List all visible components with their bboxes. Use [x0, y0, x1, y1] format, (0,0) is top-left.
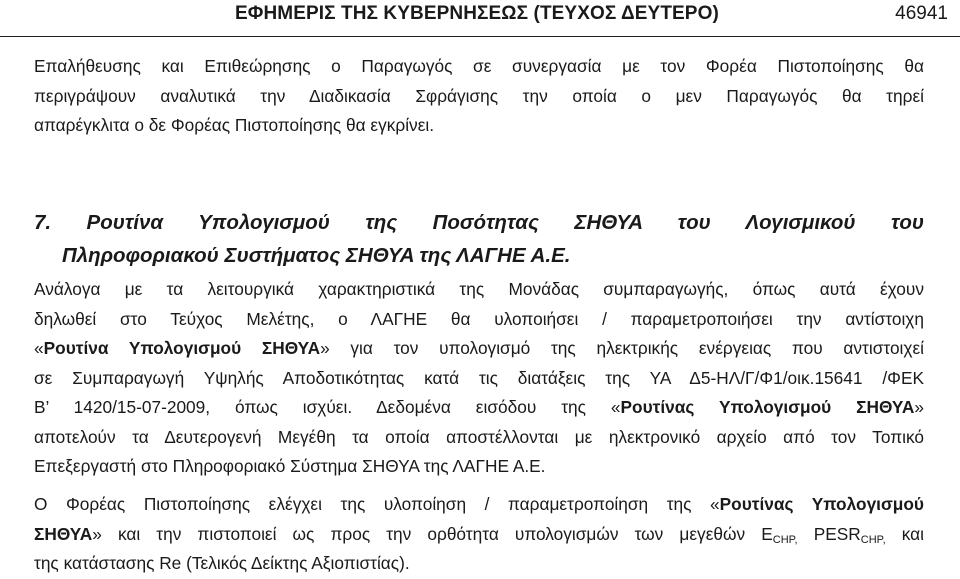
text-line: αποτελούν τα Δευτερογενή Μεγέθη τα οποία αποστέλλονται με ηλεκτρονικό αρχείο από τον Τοπικό: [34, 426, 924, 447]
text-line: σε Συμπαραγωγή Υψηλής Αποδοτικότητας κατά τις διατάξεις της ΥΑ Δ5-ΗΛ/Γ/Φ1/οικ.15641 /ΦΕΚ: [34, 367, 924, 388]
page-header: [0, 0, 960, 37]
subscript: CHP,: [772, 533, 798, 546]
heading-line: Πληροφοριακού Συστήματος ΣΗΘΥΑ της ΛΑΓΗΕ Α.Ε.: [62, 244, 571, 267]
text-line: της κατάστασης Re (Τελικός Δείκτης Αξιοπιστίας).: [34, 553, 410, 573]
text-line: Ανάλογα με τα λειτουργικά χαρακτηριστικά της Μονάδας συμπαραγωγής, όπως αυτά έχουν: [34, 279, 924, 299]
bold-term: Ρουτίνας Υπολογισμού ΣΗΘΥΑ: [620, 397, 915, 417]
page-number: 46941: [895, 3, 948, 24]
text-line: Επαλήθευσης και Επιθεώρησης ο Παραγωγός σε συνεργασία με τον Φορέα Πιστοποίησης θα: [34, 56, 924, 76]
text-line: ΣΗΘΥΑ» και την πιστοποιεί ως προς την ορθότητα υπολογισμών των μεγεθών $E_{CHP,}$ $PESR_{CHP,}$ και: [34, 523, 924, 546]
text-line: απαρέγκλιτα ο δε Φορέας Πιστοποίησης θα εγκρίνει.: [34, 115, 435, 135]
text-line: «Ρουτίνα Υπολογισμού ΣΗΘΥΑ» για τον υπολογισμό της ηλεκτρικής ενέργειας που αντιστοιχεί: [34, 338, 925, 358]
heading-line: 7. Ρουτίνα Υπολογισμού της Ποσότητας ΣΗΘΥΑ του Λογισμικού του: [34, 211, 924, 234]
paragraph-1: [34, 275, 924, 482]
paragraph-2: [34, 490, 924, 579]
text-line: Ο Φορέας Πιστοποίησης ελέγχει της υλοποίηση / παραμετροποίηση της «Ρουτίνας Υπολογισμού: [34, 494, 924, 514]
bold-term: Ρουτίνας Υπολογισμού: [719, 494, 924, 514]
section-heading: [34, 206, 924, 272]
bold-term: ΣΗΘΥΑ: [34, 523, 93, 544]
subscript: CHP,: [860, 533, 886, 546]
intro-paragraph: [34, 52, 924, 141]
bold-term: Ρουτίνα Υπολογισμού ΣΗΘΥΑ: [43, 338, 321, 358]
text-line: περιγράψουν αναλυτικά την Διαδικασία Σφράγισης την οποία ο μεν Παραγωγός θα τηρεί: [34, 85, 924, 106]
text-line: δηλωθεί στο Τεύχος Μελέτης, ο ΛΑΓΗΕ θα υλοποιήσει / παραμετροποιήσει την αντίστοιχη: [34, 308, 924, 329]
gazette-title: ΕΦΗΜΕΡΙΣ ΤΗΣ ΚΥΒΕΡΝΗΣΕΩΣ (ΤΕΥΧΟΣ ΔΕΥΤΕΡΟ): [235, 3, 719, 24]
text-line: Επεξεργαστή στο Πληροφοριακό Σύστημα ΣΗΘΥΑ της ΛΑΓΗΕ Α.Ε.: [34, 456, 546, 476]
text-line: Β’ 1420/15-07-2009, όπως ισχύει. Δεδομένα εισόδου της «Ρουτίνας Υπολογισμού ΣΗΘΥΑ»: [34, 397, 924, 417]
